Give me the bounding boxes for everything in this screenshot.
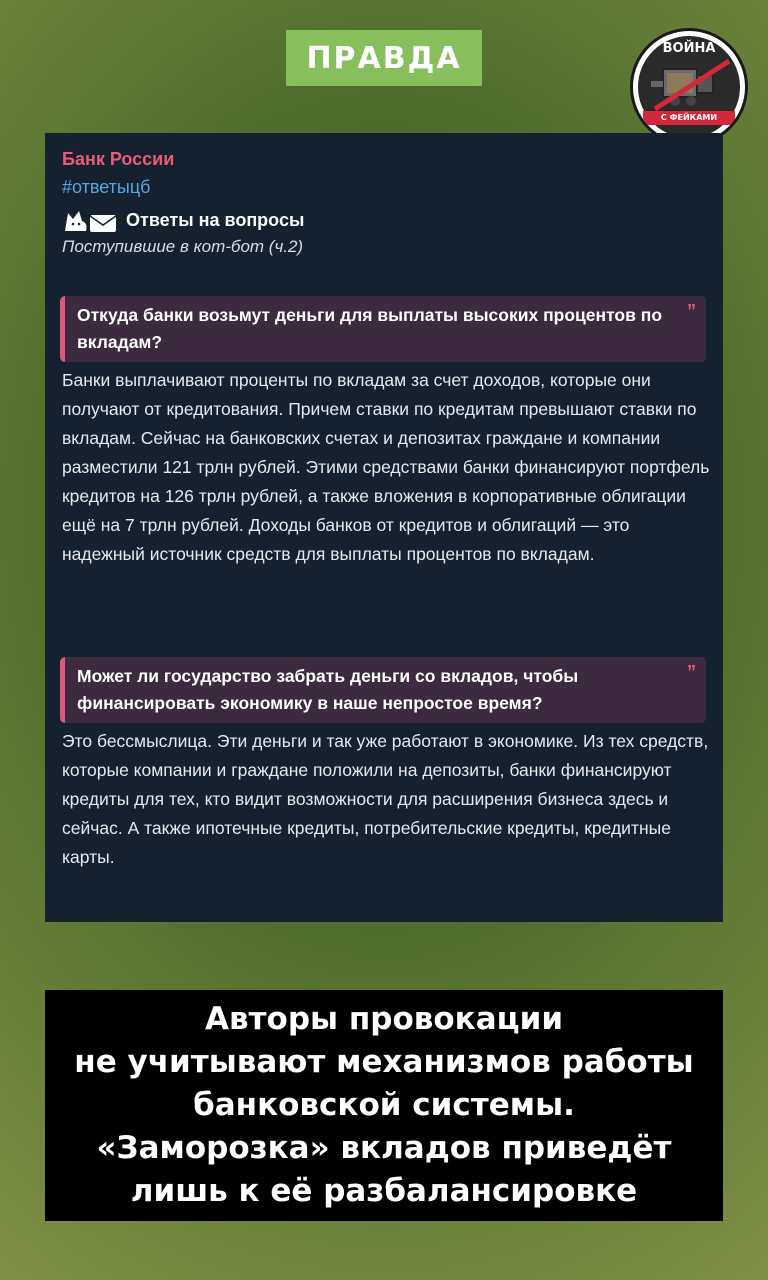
- hashtag-link[interactable]: #ответыцб: [62, 177, 151, 197]
- banner-line: не учитывают механизмов работы: [74, 1044, 694, 1080]
- topic-subtitle: Поступившие в кот-бот (ч.2): [62, 237, 304, 256]
- cat-envelope-icon: [62, 205, 120, 235]
- camera-strikethrough-icon: [647, 59, 737, 111]
- channel-name[interactable]: Банк России: [62, 149, 175, 169]
- answer-text-2: Это бессмыслица. Эти деньги и так уже работают в экономике. Из тех средств, которые компании и граждане положили на депозиты, банки финансируют кредиты для тех, кто видит возможности для расширения бизнеса здесь и сейчас. А также ипотечные кредиты, потребительские кредиты, кредитные карты.: [62, 731, 709, 867]
- question-text: Может ли государство забрать деньги со вкладов, чтобы финансировать экономику в наше непростое время?: [77, 666, 579, 713]
- question-quote-2: [60, 657, 706, 723]
- logo-bottom-text: С ФЕЙКАМИ: [643, 111, 735, 125]
- answer-text-1: Банки выплачивают проценты по вкладам за счет доходов, которые они получают от кредитования. Причем ставки по кредитам превышают ставки по вкладам. Сейчас на банковских счетах и депозитах граждане и компании разместили 121 трлн рублей. Этими средствами банки финансируют портфель кредитов на 126 трлн рублей, а также вложения в корпоративные облигации ещё на 7 трлн рублей. Доходы банков от кредитов и облигаций — это надежный источник средств для выплаты процентов по вкладам.: [62, 370, 710, 564]
- banner-line: лишь к её разбалансировке: [130, 1173, 638, 1209]
- topic-title: Ответы на вопросы: [126, 209, 305, 230]
- conclusion-banner: [45, 990, 723, 1221]
- voyna-s-feykami-logo: [630, 28, 748, 146]
- question-text: Откуда банки возьмут деньги для выплаты высоких процентов по вкладам?: [77, 305, 663, 352]
- topic-heading: [62, 205, 304, 235]
- telegram-post-card: [45, 133, 723, 922]
- banner-line: банковской системы.: [193, 1087, 575, 1123]
- logo-top-text: ВОЙНА: [662, 41, 716, 56]
- pravda-badge: ПРАВДА: [286, 30, 482, 86]
- banner-line: Авторы провокации: [204, 1001, 564, 1037]
- quote-mark-icon: ”: [687, 301, 696, 321]
- quote-mark-icon: ”: [687, 662, 696, 682]
- question-quote-1: [60, 296, 706, 362]
- banner-line: «Заморозка» вкладов приведёт: [96, 1130, 672, 1166]
